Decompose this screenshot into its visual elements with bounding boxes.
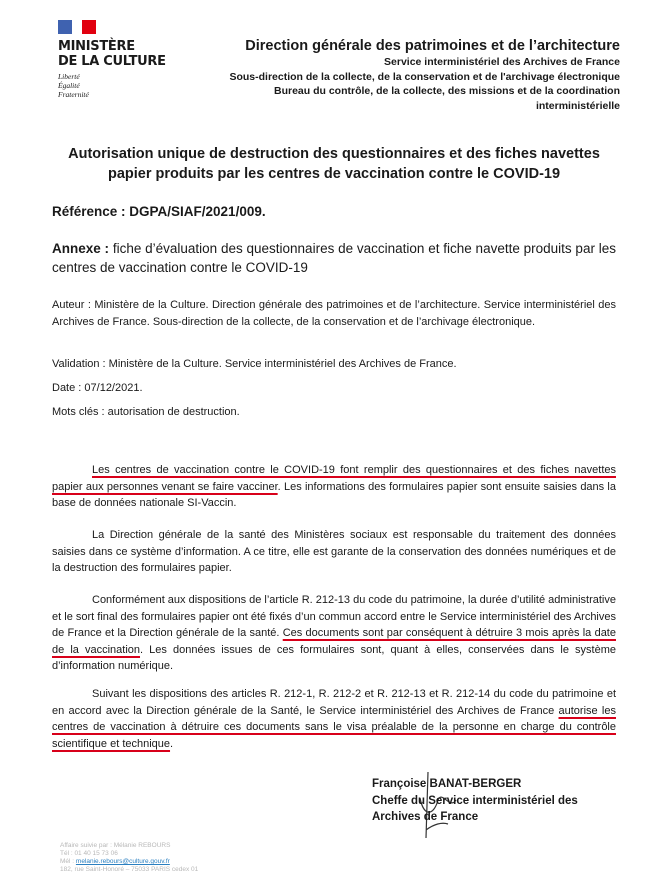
paragraph-2 xyxy=(52,527,616,577)
highlighted-text: Ces documents sont par conséquent à détruire 3 mois après la date de la vaccination xyxy=(52,627,616,656)
document-title: Autorisation unique de destruction des questionnaires et des fiches navettes papier produits par les centres de vaccination contre le COVID-19 xyxy=(68,146,600,182)
text: Conformément aux dispositions de l’article R. 212-13 du code du patrimoine, la durée d’utilité administrative et le sort final des formulaires papier ont été fixés d’un commun accord entre le Service interministériel des Archives de France et la Direction générale de la santé. xyxy=(52,594,616,639)
signatory-name: Françoise BANAT-BERGER xyxy=(372,778,522,790)
keywords: Mots clés : autorisation de destruction. xyxy=(52,406,240,418)
signatory-role: Cheffe du Service interministériel des xyxy=(372,794,578,807)
text: . Les informations des formulaires papier sont ensuite saisies dans la base de données nationale SI-Vaccin. xyxy=(52,480,616,509)
motto-line: Liberté xyxy=(58,72,80,81)
text: Suivant les dispositions des articles R. 212-1, R. 212-2 et R. 212-13 et R. 212-14 du code du patrimoine et en accord avec la Direction générale de la Santé, le Service interministériel des Archives de France xyxy=(52,688,616,717)
motto-line: Égalité xyxy=(58,81,80,90)
highlighted-text: autorise les centres de vaccination à détruire ces documents sans le visa préalable de la personne en charge du contrôle scientifique et technique xyxy=(52,704,616,750)
marianne-logo-icon xyxy=(58,20,96,34)
letterhead-line: interministérielle xyxy=(535,99,620,112)
annex-text: fiche d’évaluation des questionnaires de vaccination et fiche navette produits par les centres de vaccination contre le COVID-19 xyxy=(52,241,616,275)
text: La Direction générale de la santé des Ministères sociaux est responsable du traitement des données saisies dans ce système d’information. A ce titre, elle est garante de la conservation des données numériques et de la destruction des formulaires papier. xyxy=(52,529,616,574)
signature-block xyxy=(372,776,578,826)
annex xyxy=(52,239,616,277)
email-link[interactable]: melanie.rebours@culture.gouv.fr xyxy=(75,858,170,865)
footer-contact xyxy=(60,842,198,874)
signatory-role: Archives de France xyxy=(372,811,479,823)
highlighted-text: Les centres de vaccination contre le COVID-19 font remplir des questionnaires et des fiches navettes papier aux personnes venant se faire vacciner xyxy=(52,464,616,493)
letterhead xyxy=(229,37,620,113)
address: 182, rue Saint-Honoré – 75033 PARIS cedex 01 xyxy=(60,866,199,873)
paragraph-1 xyxy=(52,462,616,512)
letterhead-line: Service interministériel des Archives de France xyxy=(384,56,620,68)
text: . xyxy=(170,737,174,750)
annex-label: Annexe : xyxy=(52,241,110,256)
text: . Les données issues de ces formulaires sont, quant à elles, conservées dans le système d’information numérique. xyxy=(52,643,616,672)
motto xyxy=(58,72,89,99)
paragraph-3 xyxy=(52,592,616,675)
author: Auteur : Ministère de la Culture. Direction générale des patrimoines et de l’architecture. Service interministériel des Archives de France. Sous-direction de la collecte, de la conservation et de l’archivage électronique. xyxy=(52,299,616,328)
validation: Validation : Ministère de la Culture. Service interministériel des Archives de France. xyxy=(52,358,457,370)
date: Date : 07/12/2021. xyxy=(52,382,143,394)
mail-label: Mél : xyxy=(60,858,76,865)
reference: Référence : DGPA/SIAF/2021/009. xyxy=(52,204,266,219)
motto-line: Fraternité xyxy=(58,90,89,99)
logo-line: MINISTÈRE xyxy=(58,39,135,54)
letterhead-line: Bureau du contrôle, de la collecte, des missions et de la coordination xyxy=(274,85,620,97)
logo-line: DE LA CULTURE xyxy=(58,54,166,69)
ministry-logo xyxy=(58,39,166,69)
letterhead-line: Sous-direction de la collecte, de la conservation et de l'archivage électronique xyxy=(229,70,620,83)
followed-by: Affaire suivie par : Mélanie REBOURS xyxy=(60,842,171,849)
letterhead-title: Direction générale des patrimoines et de l’architecture xyxy=(245,38,620,54)
phone: Tél : 01 40 15 73 06 xyxy=(60,850,118,857)
paragraph-4 xyxy=(52,686,616,752)
